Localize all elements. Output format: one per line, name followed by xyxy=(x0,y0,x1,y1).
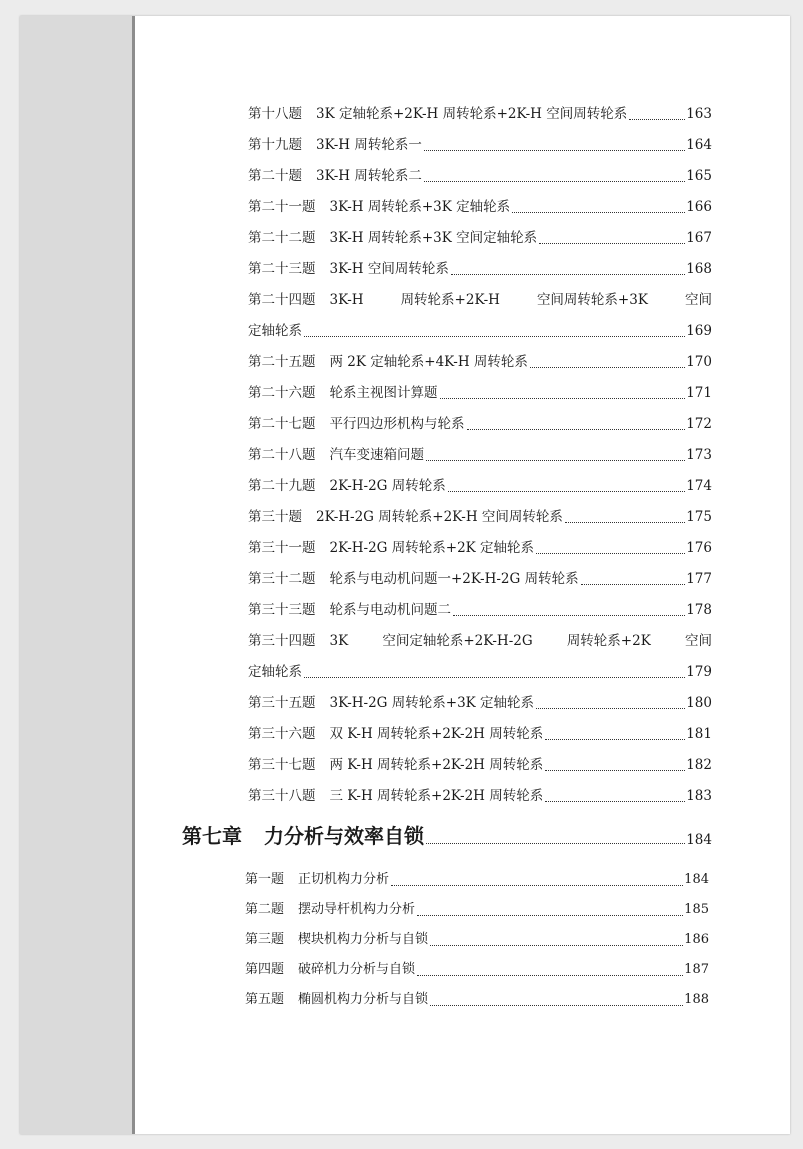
title-word: 3K xyxy=(329,633,349,649)
toc-entry[interactable] xyxy=(245,868,709,892)
toc-entry[interactable] xyxy=(245,988,709,1012)
entry-title: 3K-H 周转轮系二 xyxy=(316,168,422,184)
toc-entry[interactable] xyxy=(245,958,709,982)
toc-entry[interactable] xyxy=(248,598,712,622)
entry-number: 第三十题 xyxy=(248,509,302,525)
toc-entry-wrapped-line2[interactable] xyxy=(248,319,712,343)
entry-number: 第三十五题 xyxy=(248,695,316,711)
entry-title: 轮系与电动机问题一+2K-H-2G 周转轮系 xyxy=(329,571,579,587)
chapter-page: 184 xyxy=(686,832,712,848)
leader-dots xyxy=(545,739,685,740)
entry-number: 第二十六题 xyxy=(248,385,316,401)
entry-number: 第三十二题 xyxy=(248,571,316,587)
entry-page: 183 xyxy=(686,788,712,804)
entry-number: 第四题 xyxy=(245,962,285,977)
entry-title: 3K-H 周转轮系一 xyxy=(316,137,422,153)
entry-page: 172 xyxy=(686,416,712,432)
entry-title: 摆动导杆机构力分析 xyxy=(298,902,416,917)
entry-page: 178 xyxy=(686,602,712,618)
entry-number: 第二十三题 xyxy=(248,261,316,277)
leader-dots xyxy=(545,801,685,802)
entry-title: 破碎机力分析与自锁 xyxy=(298,962,416,977)
toc-entry[interactable] xyxy=(248,505,712,529)
leader-dots xyxy=(304,677,685,678)
leader-dots xyxy=(565,522,685,523)
leader-dots xyxy=(430,1005,683,1006)
toc-entry[interactable] xyxy=(248,195,712,219)
leader-dots xyxy=(467,429,686,430)
entry-page: 180 xyxy=(686,695,712,711)
toc-entry-wrapped-line1[interactable] xyxy=(248,288,712,312)
entry-title: 3K-H 周转轮系+3K 空间定轴轮系 xyxy=(329,230,538,246)
entry-page: 179 xyxy=(686,664,712,680)
entry-number: 第二十四题 xyxy=(248,292,316,308)
leader-dots xyxy=(536,553,685,554)
entry-title: 2K-H-2G 周转轮系+2K 定轴轮系 xyxy=(329,540,535,556)
entry-number: 第三十七题 xyxy=(248,757,316,773)
entry-number: 第二十八题 xyxy=(248,447,316,463)
toc-entry-wrapped-line1[interactable] xyxy=(248,629,712,653)
entry-title: 楔块机构力分析与自锁 xyxy=(298,932,429,947)
entry-title: 3K-H-2G 周转轮系+3K 定轴轮系 xyxy=(329,695,535,711)
entry-title: 汽车变速箱问题 xyxy=(329,447,424,463)
entry-title: 轮系与电动机问题二 xyxy=(329,602,451,618)
entry-number: 第二十题 xyxy=(248,168,302,184)
entry-page: 164 xyxy=(686,137,712,153)
toc-entry[interactable] xyxy=(248,350,712,374)
entry-page: 167 xyxy=(686,230,712,246)
leader-dots xyxy=(426,460,685,461)
entry-page: 166 xyxy=(686,199,712,215)
entry-page: 185 xyxy=(684,902,709,917)
entry-page: 181 xyxy=(686,726,712,742)
entry-page: 168 xyxy=(686,261,712,277)
toc-entry[interactable] xyxy=(248,164,712,188)
entry-page: 187 xyxy=(684,962,709,977)
entry-page: 169 xyxy=(686,323,712,339)
chapter-heading[interactable] xyxy=(182,820,712,852)
entry-number: 第二十九题 xyxy=(248,478,316,494)
entry-title: 正切机构力分析 xyxy=(298,872,390,887)
entry-title-line2: 定轴轮系 xyxy=(248,323,302,339)
entry-title: 2K-H-2G 周转轮系+2K-H 空间周转轮系 xyxy=(316,509,563,525)
toc-entry[interactable] xyxy=(248,443,712,467)
toc-entry[interactable] xyxy=(248,381,712,405)
title-word: 空间周转轮系+3K xyxy=(536,292,648,308)
entry-number: 第三十三题 xyxy=(248,602,316,618)
title-word: 空间 xyxy=(684,633,712,649)
entry-number: 第二十一题 xyxy=(248,199,316,215)
title-word: 空间定轴轮系+2K-H-2G xyxy=(382,633,533,649)
entry-page: 174 xyxy=(686,478,712,494)
title-word: 空间 xyxy=(684,292,712,308)
entry-number: 第三十一题 xyxy=(248,540,316,556)
entry-title: 两 K-H 周转轮系+2K-2H 周转轮系 xyxy=(329,757,544,773)
entry-page: 171 xyxy=(686,385,712,401)
toc-entry[interactable] xyxy=(245,898,709,922)
entry-title: 双 K-H 周转轮系+2K-2H 周转轮系 xyxy=(329,726,544,742)
leader-dots xyxy=(453,615,685,616)
leader-dots xyxy=(451,274,685,275)
entry-page: 173 xyxy=(686,447,712,463)
toc-entry[interactable] xyxy=(248,753,712,777)
entry-page: 175 xyxy=(686,509,712,525)
toc-entry[interactable] xyxy=(248,412,712,436)
leader-dots xyxy=(417,915,683,916)
entry-page: 165 xyxy=(686,168,712,184)
leader-dots xyxy=(424,150,685,151)
toc-entry[interactable] xyxy=(248,474,712,498)
entry-number: 第二十五题 xyxy=(248,354,316,370)
leader-dots xyxy=(536,708,685,709)
toc-entry-wrapped-line2[interactable] xyxy=(248,660,712,684)
entry-title: 椭圆机构力分析与自锁 xyxy=(298,992,429,1007)
toc-entry[interactable] xyxy=(248,536,712,560)
chapter-title: 力分析与效率自锁 xyxy=(264,824,424,848)
entry-page: 176 xyxy=(686,540,712,556)
toc-entry[interactable] xyxy=(248,567,712,591)
toc-entry[interactable] xyxy=(248,784,712,808)
entry-title: 轮系主视图计算题 xyxy=(329,385,438,401)
entry-title: 2K-H-2G 周转轮系 xyxy=(329,478,446,494)
table-of-contents xyxy=(20,16,790,1134)
entry-title: 两 2K 定轴轮系+4K-H 周转轮系 xyxy=(329,354,528,370)
entry-title: 3K-H 周转轮系+3K 定轴轮系 xyxy=(329,199,511,215)
leader-dots xyxy=(545,770,685,771)
leader-dots xyxy=(629,119,685,120)
entry-page: 186 xyxy=(684,932,709,947)
leader-dots xyxy=(440,398,686,399)
toc-entry[interactable] xyxy=(248,257,712,281)
entry-title: 平行四边形机构与轮系 xyxy=(329,416,465,432)
entry-number: 第十八题 xyxy=(248,106,302,122)
document-page xyxy=(20,16,790,1134)
entry-page: 163 xyxy=(686,106,712,122)
leader-dots xyxy=(448,491,685,492)
leader-dots xyxy=(417,975,683,976)
toc-entry[interactable] xyxy=(248,691,712,715)
toc-entry[interactable] xyxy=(248,226,712,250)
toc-entry[interactable] xyxy=(245,928,709,952)
entry-title-line1 xyxy=(330,288,713,312)
leader-dots xyxy=(530,367,685,368)
title-word: 周转轮系+2K xyxy=(566,633,651,649)
entry-number: 第三十六题 xyxy=(248,726,316,742)
entry-title: 三 K-H 周转轮系+2K-2H 周转轮系 xyxy=(329,788,544,804)
leader-dots xyxy=(304,336,685,337)
entry-number: 第十九题 xyxy=(248,137,302,153)
entry-number: 第三十八题 xyxy=(248,788,316,804)
entry-title: 3K-H 空间周转轮系 xyxy=(329,261,449,277)
leader-dots xyxy=(391,885,683,886)
leader-dots xyxy=(430,945,683,946)
entry-title-line2: 定轴轮系 xyxy=(248,664,302,680)
leader-dots xyxy=(426,843,685,844)
leader-dots xyxy=(581,584,686,585)
entry-number: 第三题 xyxy=(245,932,285,947)
leader-dots xyxy=(539,243,685,244)
toc-entry[interactable] xyxy=(248,722,712,746)
entry-number: 第二十七题 xyxy=(248,416,316,432)
leader-dots xyxy=(512,212,685,213)
entry-page: 188 xyxy=(684,992,709,1007)
title-word: 周转轮系+2K-H xyxy=(400,292,500,308)
chapter-number: 第七章 xyxy=(182,824,242,848)
entry-page: 182 xyxy=(686,757,712,773)
title-word: 3K-H xyxy=(329,292,364,308)
entry-number: 第五题 xyxy=(245,992,285,1007)
entry-page: 177 xyxy=(686,571,712,587)
entry-number: 第二题 xyxy=(245,902,285,917)
toc-entry[interactable] xyxy=(248,102,712,126)
leader-dots xyxy=(424,181,685,182)
entry-number: 第二十二题 xyxy=(248,230,316,246)
toc-entry[interactable] xyxy=(248,133,712,157)
entry-page: 184 xyxy=(684,872,709,887)
entry-title: 3K 定轴轮系+2K-H 周转轮系+2K-H 空间周转轮系 xyxy=(316,106,628,122)
entry-title-line1 xyxy=(330,629,713,653)
entry-number: 第三十四题 xyxy=(248,633,316,649)
entry-number: 第一题 xyxy=(245,872,285,887)
entry-page: 170 xyxy=(686,354,712,370)
